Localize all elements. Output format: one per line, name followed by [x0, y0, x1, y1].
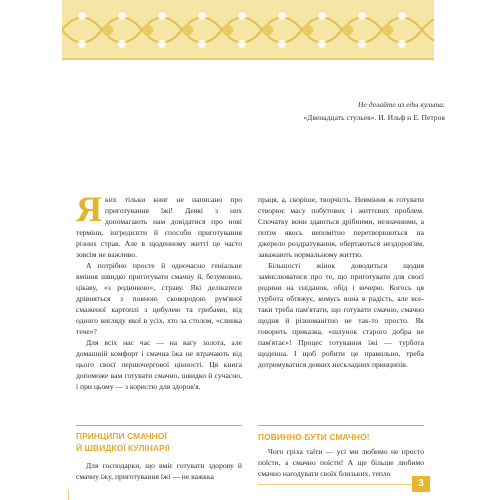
heading-rule-right — [258, 425, 424, 426]
epigraph-quote: Не делайте из еды культа. — [358, 100, 445, 109]
epigraph — [250, 98, 445, 124]
epigraph-source-authors: . И. Ильф и Е. Петров — [374, 113, 445, 122]
section-heading-tasty: ПОВИННО БУТИ СМАЧНО! — [258, 432, 370, 442]
heading-rule-left — [76, 425, 242, 426]
heading-line-1: ПРИНЦИПИ СМАЧНОЇ — [76, 431, 167, 441]
paragraph-3: Для всіх нас час — на вагу золота, але домашній комфорт і смачна їжа не втрачають від цього своєї першочергової цінності. Ця книга допоможе вам готувати смачно, швидко й сучасно, і при цьому — з користю для здоров'я. — [76, 338, 242, 391]
epigraph-source — [250, 111, 445, 124]
drop-cap: Я — [76, 189, 102, 229]
left-margin — [0, 0, 62, 500]
right-paragraph-1: праця, а, скоріше, творчість. Невміння ж готувати створює масу побутових і життєвих проблем. Спочатку вони здаються дрібними, незначними, а потім якось непомітно перетворюються на джерело роздратування, обертаються нездоров'ям, заважають нормальному життю. — [258, 195, 424, 259]
heading-line-2: Й ШВИДКОЇ КУЛІНАРІЇ — [76, 443, 170, 453]
right-text-column — [258, 194, 424, 370]
left-text-column — [76, 189, 242, 392]
left-column-continuation — [76, 460, 242, 482]
page-number-badge: 3 — [412, 476, 430, 492]
intro-paragraph — [76, 189, 242, 260]
right-paragraph-2: Більшості жінок доводиться щодня замислюватися про те, що приготувати для своєї родини на сніданок, обід і вечерю. Когось ця турбота обтяжує, комусь вона в радість, але все-таки треба пам'ятати, що готувати смачно, смачно щодня й різноманітно не так-то просто. Як говорить приказка, «шлунок старого добра не пам'ятає»! Процес готування їжі — турбота щоденна. І щоб робити це правильно, треба дотримуватися деяких нескладних принципів. — [258, 261, 424, 369]
right-column-continuation — [258, 446, 424, 479]
decorative-ornament-border — [62, 0, 434, 60]
right-margin — [446, 0, 500, 500]
right-paragraph-3: Чого гріха таїти — усі ми любимо не просто поїсти, а смачно поїсти! А ще більше любимо смачно нагодувати своїх близьких, тепло — [258, 447, 424, 478]
footer-rule — [258, 484, 412, 485]
section-heading-principles — [76, 430, 170, 454]
paragraph-2: А потрібно просте й одночасно геніальне вміння швидко приготувати смачну й, безумовно, цікаву, «з родинкою», страву. Які делікатеси дрівняться з повною сковородою рум'яної смаженої картоплі з цибулею та грибами, від одного вигляду якої в усіх, хто за столом, «слинка тече»? — [76, 261, 242, 336]
intro-paragraph-text: ких тільки книг не написано про приготування їжі! Деякі з них допомагають нам довідатися про нові терміни, інгредієнти й способи приготування різних страв. Але в щоденному житті це часто зовсім не важливо. — [76, 195, 242, 259]
left-footer-mark — [68, 490, 69, 500]
paragraph-4: Для господарки, що вміє готувати здорову й смачну їжу, приготування їжі — не важкка — [76, 461, 242, 481]
epigraph-source-title: «Двенадцать стульев» — [303, 113, 375, 122]
